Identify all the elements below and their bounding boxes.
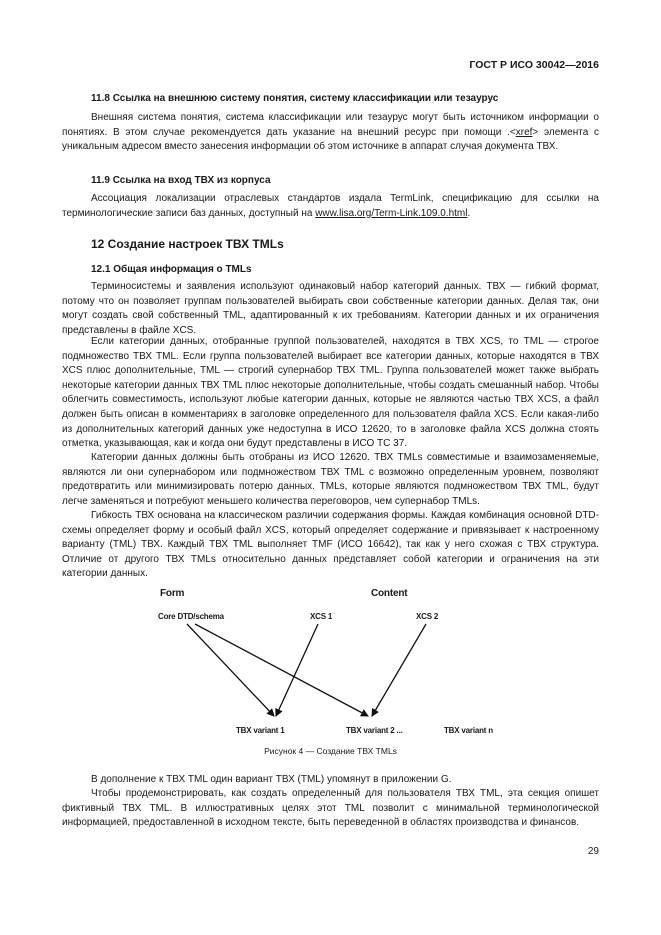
arrow-xcs2-to-variant2 — [372, 624, 426, 716]
section-11-9-heading: 11.9 Ссылка на вход ТВХ из корпуса — [91, 175, 271, 186]
section-11-9-text-end: . — [467, 207, 471, 219]
document-id-header: ГОСТ Р ИСО 30042—2016 — [469, 59, 599, 71]
section-12-1-paragraph-1: Терминосистемы и заявления используют одинаковый набор категорий данных. ТВХ — гибкий формат, потому что он позволяет группам пользователей выбирать свои собственные категории данных. Делая так, они могут создать свой собственный TML, адаптированный к их требованиям. Категории данных и их ограничения представлены в файле XCS. — [62, 281, 599, 336]
tbx-variant-n-label: TBX variant n — [444, 726, 493, 735]
form-label: Form — [160, 588, 185, 599]
arrow-core-to-variant1 — [187, 624, 274, 716]
tbx-variant-1-label: TBX variant 1 — [236, 726, 285, 735]
section-12-1-paragraph-2: Если категории данных, отобранные группой пользователей, находятся в ТВХ XCS, то TML — строгое подмножество ТВХ TML. Если группа пользователей выбирает все категории данных, которые находятся в ТВХ XCS плюс дополнительные, TML — строгий супернабор ТВХ TML. Группа пользователей может также выбрать некоторые категории данных ТВХ TML плюс некоторые дополнительные, чтобы создать смешанный набор. Чтобы облегчить совместимость, используют любые категории данных, которые не являются частью ТВХ XCS, а файл должен быть описан в комментариях в заголовке определенного для пользователя файла XCS. Если какая-либо из дополнительных категорий данных уже недоступна в ИСО 12620, то в заголовке файла XCS должна стоять отметка, указывающая, как и когда они будут представлены в ИСО ТС 37. — [62, 336, 599, 450]
section-12-heading: 12 Создание настроек ТВХ TMLs — [91, 237, 284, 251]
section-11-8-text: Внешняя система понятия, система классификации или тезаурус могут быть источником информации о понятиях. В этом случае рекомендуется дать указание на внешний ресурс при помощи .< — [62, 112, 599, 138]
content-label: Content — [371, 588, 408, 599]
figure-4-diagram — [0, 580, 661, 740]
section-12-1-paragraph-3: Категории данных должны быть отобраны из ИСО 12620. ТВХ TMLs совместимые и взаимозаменяемые, являются ли они супернабором или подмножеством ТВХ TML с возможно определенным уровнем, позволяют предотвратить или минимизировать потерю данных. TMLs, которые являются подмножеством ТВХ TML, будут легче заменяться и потребуют меньшего количества переговоров, чем супернабор TMLs. — [62, 452, 599, 507]
section-11-8-text-rest: > элемента с уникальным адресом вместо занесения информации об этом источнике в аппарат случая документа ТВХ. — [62, 126, 599, 153]
arrow-core-to-variant2 — [195, 624, 368, 716]
termlink-url-link[interactable]: www.lisa.org/Term-Link.109.0.html — [315, 207, 468, 219]
after-paragraph-1: В дополнение к ТВХ TML один вариант ТВХ (TML) упомянут в приложении G. — [91, 774, 452, 785]
page-number: 29 — [587, 846, 599, 857]
section-11-8-heading: 11.8 Ссылка на внешнюю систему понятия, систему классификации или тезаурус — [91, 93, 499, 104]
section-11-9-paragraph — [62, 192, 599, 221]
section-12-1-heading: 12.1 Общая информация о TMLs — [91, 264, 252, 275]
section-12-1-paragraph-4: Гибкость ТВХ основана на классическом различии содержания формы. Каждая комбинация основной DTD-схемы определяет форму и особый файл XCS, который определяет содержание и привязывает к настроенному варианту (TML) ТВХ. Каждый ТВХ TML выполняет TMF (ИСО 16642), так как у него схожая с ТВХ структура. Отличие от другого ТВХ TMLs относительно данных представляет собой категории и ограничения на эти категории данных. — [62, 510, 599, 580]
section-11-9-text: Ассоциация локализации отраслевых стандартов издала TermLink, спецификацию для ссылки на терминологические записи баз данных, доступный на — [62, 193, 599, 219]
tbx-variant-2-label: TBX variant 2 ... — [346, 726, 403, 735]
section-11-8-paragraph — [62, 111, 599, 155]
xref-tag: xref — [515, 126, 533, 138]
xcs-2-label: XCS 2 — [416, 612, 439, 621]
figure-arrows — [0, 580, 661, 740]
after-paragraph-2: Чтобы продемонстрировать, как создать определенный для пользователя ТВХ TML, эта секция опишет фиктивный ТВХ TML. В иллюстративных целях этот TML позволит с минимальной терминологической информацией, предоставленной в исходном тексте, быть переведенной в областях производства и финансов. — [62, 788, 599, 829]
xcs-1-label: XCS 1 — [310, 612, 333, 621]
figure-4-caption: Рисунок 4 — Создание ТВХ TMLs — [264, 746, 397, 756]
core-dtd-schema-label: Core DTD/schema — [158, 612, 224, 621]
